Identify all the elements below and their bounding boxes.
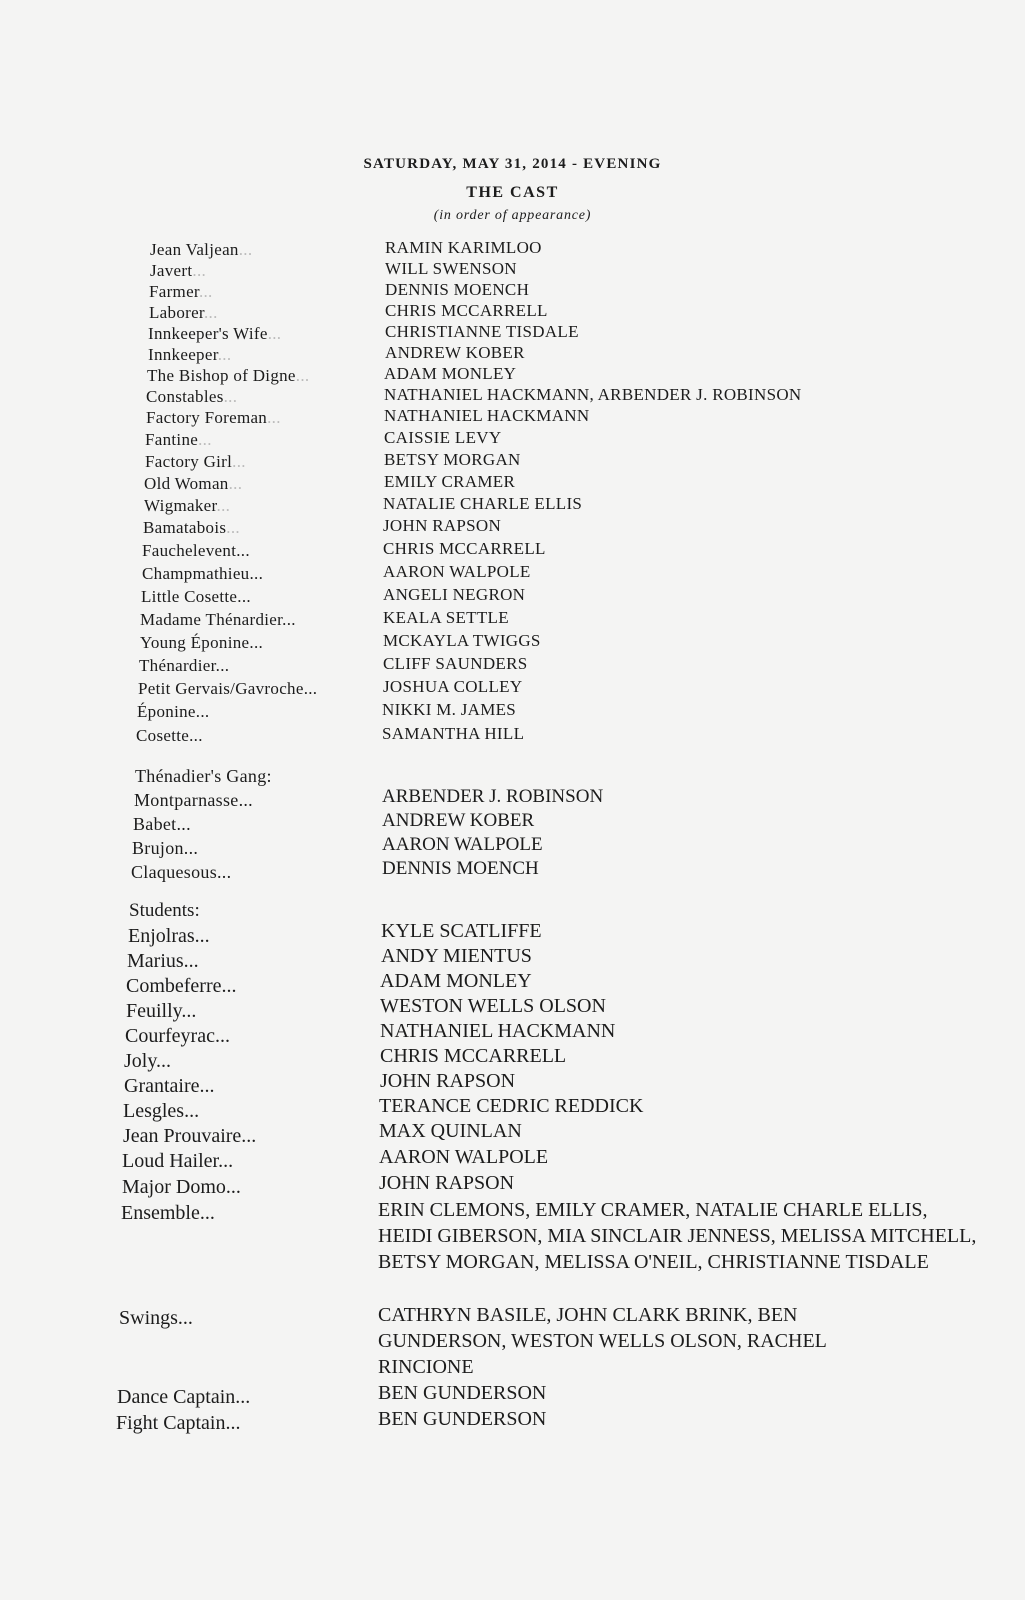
role-javert: Javert... [150,261,207,280]
actor-javert: WILL SWENSON [385,259,517,278]
actor-combeferre: ADAM MONLEY [380,970,532,992]
role-eponine: Éponine... [137,702,210,721]
actor-loud-hailer: AARON WALPOLE [379,1146,549,1168]
role-babet: Babet... [133,814,191,834]
role-laborer: Laborer... [149,303,218,322]
cast-title: THE CAST [466,184,559,201]
actor-cosette: SAMANTHA HILL [382,724,525,743]
role-fauchelevent: Fauchelevent... [142,541,250,560]
role-madame-thenardier: Madame Thénardier... [140,610,296,629]
students-heading: Students: [129,900,200,921]
actor-swings: CATHRYN BASILE, JOHN CLARK BRINK, BEN GUNDERSON, WESTON WELLS OLSON, RACHEL RINCIONE [378,1304,827,1378]
actor-old-woman: EMILY CRAMER [384,472,516,491]
role-innkeeper: Innkeeper... [148,345,232,364]
role-feuilly: Feuilly... [126,1000,197,1022]
actor-champmathieu: AARON WALPOLE [383,562,531,581]
role-joly: Joly... [124,1050,172,1072]
actor-young-eponine: MCKAYLA TWIGGS [383,631,541,650]
role-factory-girl: Factory Girl... [145,452,246,471]
role-cosette: Cosette... [136,726,203,745]
actor-marius: ANDY MIENTUS [381,945,532,967]
actor-fantine: CAISSIE LEVY [384,428,502,447]
role-dance-captain: Dance Captain... [117,1386,251,1408]
role-innkeepers-wife: Innkeeper's Wife... [148,324,282,343]
role-swings: Swings... [119,1307,193,1329]
gang-heading: Thénadier's Gang: [135,766,272,786]
actor-constables: NATHANIEL HACKMANN, ARBENDER J. ROBINSON [384,385,802,404]
actor-babet: ANDREW KOBER [382,810,535,831]
actor-jean-valjean: RAMIN KARIMLOO [385,238,542,257]
role-jean-valjean: Jean Valjean... [150,240,253,259]
role-grantaire: Grantaire... [124,1075,215,1097]
cast-subtitle: (in order of appearance) [433,208,592,223]
actor-lesgles: TERANCE CEDRIC REDDICK [379,1095,644,1117]
actor-wigmaker: NATALIE CHARLE ELLIS [383,494,583,513]
role-major-domo: Major Domo... [122,1176,241,1198]
role-courfeyrac: Courfeyrac... [125,1025,230,1047]
actor-petit-gervais-gavroche: JOSHUA COLLEY [383,677,523,696]
role-jean-prouvaire: Jean Prouvaire... [123,1125,257,1147]
role-enjolras: Enjolras... [128,925,210,947]
actor-ensemble: ERIN CLEMONS, EMILY CRAMER, NATALIE CHARLE ELLIS, HEIDI GIBERSON, MIA SINCLAIR JENNESS, MELISSA MITCHELL, BETSY MORGAN, MELISSA O'NEIL, CHRISTIANNE TISDALE [378,1199,977,1273]
actor-laborer: CHRIS MCCARRELL [385,301,548,320]
actor-fight-captain: BEN GUNDERSON [378,1408,547,1430]
actor-major-domo: JOHN RAPSON [379,1172,515,1194]
actor-montparnasse: ARBENDER J. ROBINSON [382,786,604,807]
role-ensemble: Ensemble... [121,1202,215,1224]
actor-farmer: DENNIS MOENCH [385,280,530,299]
role-marius: Marius... [127,950,199,972]
actor-courfeyrac: NATHANIEL HACKMANN [380,1020,616,1042]
role-constables: Constables... [146,387,238,406]
actor-enjolras: KYLE SCATLIFFE [381,920,542,942]
role-farmer: Farmer... [149,282,213,301]
role-lesgles: Lesgles... [123,1100,200,1122]
role-old-woman: Old Woman... [144,474,243,493]
role-brujon: Brujon... [132,838,199,858]
performance-date: SATURDAY, MAY 31, 2014 - EVENING [363,156,662,172]
actor-thenardier: CLIFF SAUNDERS [383,654,528,673]
role-fantine: Fantine... [145,430,212,449]
actor-factory-girl: BETSY MORGAN [384,450,521,469]
role-bishop-of-digne: The Bishop of Digne... [147,366,310,385]
role-petit-gervais-gavroche: Petit Gervais/Gavroche... [138,679,318,698]
role-bamatabois: Bamatabois... [143,518,240,537]
actor-grantaire: JOHN RAPSON [380,1070,516,1092]
actor-dance-captain: BEN GUNDERSON [378,1382,547,1404]
actor-innkeepers-wife: CHRISTIANNE TISDALE [385,322,579,341]
actor-fauchelevent: CHRIS MCCARRELL [383,539,546,558]
actor-madame-thenardier: KEALA SETTLE [383,608,509,627]
role-little-cosette: Little Cosette... [141,587,251,606]
actor-bishop-of-digne: ADAM MONLEY [384,364,517,383]
actor-jean-prouvaire: MAX QUINLAN [379,1120,522,1142]
role-champmathieu: Champmathieu... [142,564,264,583]
role-young-eponine: Young Éponine... [140,633,264,652]
role-loud-hailer: Loud Hailer... [122,1150,234,1172]
actor-bamatabois: JOHN RAPSON [383,516,502,535]
role-wigmaker: Wigmaker... [144,496,231,515]
role-claquesous: Claquesous... [131,862,232,882]
actor-innkeeper: ANDREW KOBER [385,343,525,362]
role-combeferre: Combeferre... [126,975,237,997]
role-montparnasse: Montparnasse... [134,790,253,810]
role-factory-foreman: Factory Foreman... [146,408,281,427]
actor-factory-foreman: NATHANIEL HACKMANN [384,406,590,425]
actor-eponine: NIKKI M. JAMES [382,700,517,719]
role-thenardier: Thénardier... [139,656,230,675]
actor-brujon: AARON WALPOLE [382,834,543,855]
actor-little-cosette: ANGELI NEGRON [383,585,526,604]
actor-feuilly: WESTON WELLS OLSON [380,995,606,1017]
actor-claquesous: DENNIS MOENCH [382,858,539,879]
actor-joly: CHRIS MCCARRELL [380,1045,567,1067]
role-fight-captain: Fight Captain... [116,1412,241,1434]
